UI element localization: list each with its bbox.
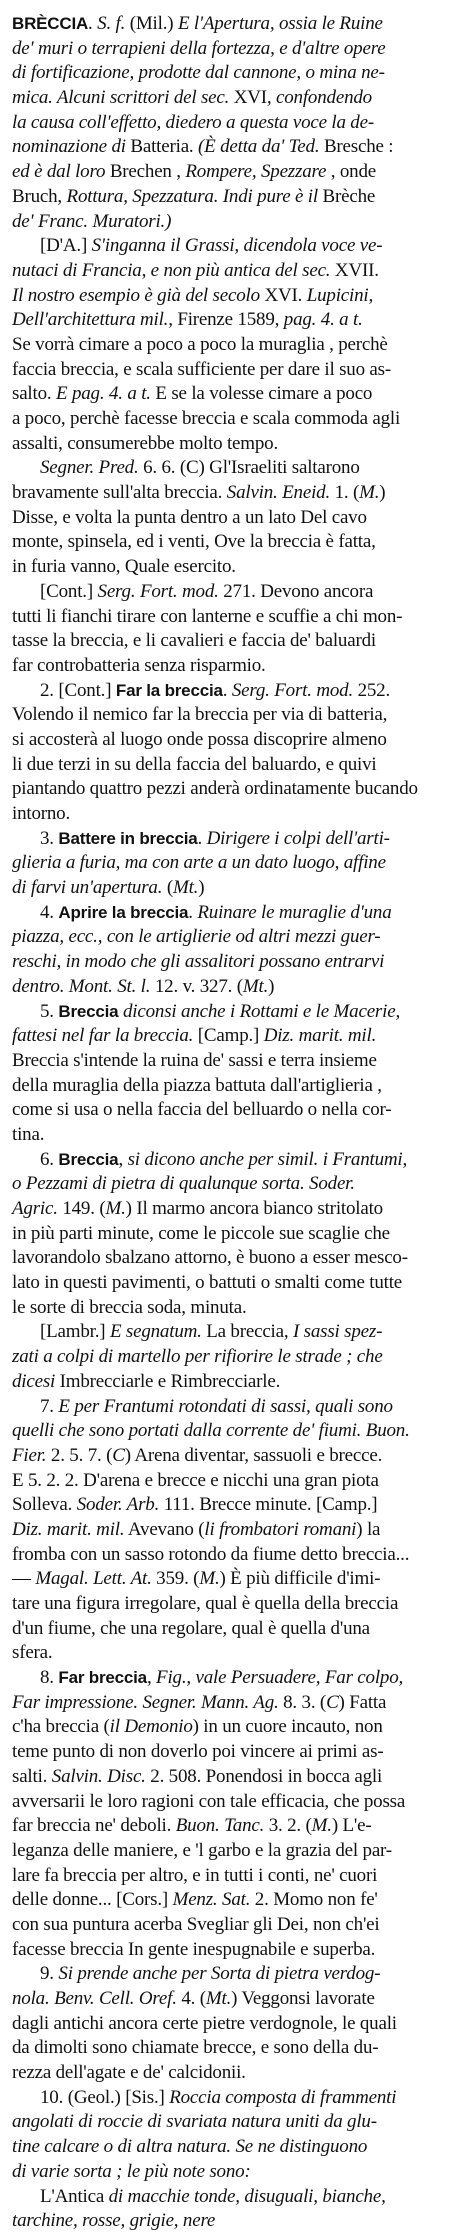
text-run: , — [146, 1667, 157, 1689]
text-line — [12, 333, 464, 358]
lemma-phrase: Far la breccia — [115, 680, 223, 700]
text-run: Diz. marit. mil. — [263, 1025, 377, 1047]
text-run: leganza delle maniere, e 'l garbo e la grazia del par- — [12, 1839, 392, 1861]
text-run: M. — [359, 482, 380, 504]
text-line — [12, 407, 464, 432]
text-line — [12, 1493, 464, 1518]
text-run: tina. — [12, 1123, 45, 1145]
text-line — [12, 1913, 464, 1938]
text-line — [12, 481, 464, 506]
text-run: ed è dal loro — [12, 161, 110, 183]
text-run: , onde — [326, 161, 377, 183]
text-run: 2. 508. Ponendosi in bocca agli — [145, 1765, 383, 1787]
text-line — [12, 2135, 464, 2160]
text-line — [12, 1567, 464, 1592]
text-run: 10. — [40, 2086, 68, 2108]
text-line — [12, 185, 464, 210]
text-line — [12, 1172, 464, 1197]
text-line — [12, 1518, 464, 1543]
text-run: facesse breccia In gente inespugnabile e superba. — [12, 1938, 376, 1960]
text-run: monte, spinsela, ed i venti, Ove la breccia è fatta, — [12, 531, 376, 553]
text-run: Serg. Fort. mod. — [97, 580, 219, 602]
text-run: Segner. Pred. — [40, 457, 139, 479]
text-run: piantando quattro pezzi anderà ordinatamente bucando — [12, 778, 418, 800]
text-run: Avevano ( — [124, 1518, 205, 1540]
text-run: sfera. — [12, 1642, 53, 1664]
text-run: 8. 3. ( — [278, 1691, 327, 1713]
text-run: M. — [105, 1198, 126, 1219]
text-run: 12. v. 327. ( — [150, 975, 243, 997]
text-run: fromba con un sasso rotondo da fiume detto breccia... — [12, 1543, 410, 1565]
text-run: angolati di roccie di svariata natura uniti da glu- — [12, 2111, 377, 2133]
text-line — [12, 1790, 464, 1815]
text-run: ) Il marmo ancora bianco stritolato — [125, 1198, 383, 1219]
text-run: come si usa o nella faccia del belluardo o nella cor- — [12, 1099, 392, 1121]
text-line — [12, 259, 464, 284]
text-run: Brechen , — [109, 161, 186, 183]
text-line — [12, 1370, 464, 1395]
text-line — [12, 703, 464, 728]
text-run: . — [197, 827, 207, 849]
text-run: fattesi nel far la breccia. — [12, 1025, 194, 1047]
text-run: di farvi un'apertura. — [12, 877, 167, 899]
text-run: ) — [268, 975, 275, 997]
text-run: rezza dell'agate e de' calcidonii. — [12, 2062, 246, 2084]
text-run: 3. 2. ( — [264, 1815, 312, 1837]
text-line — [12, 308, 464, 333]
text-run: Mt. — [205, 1988, 232, 2009]
text-line — [12, 802, 464, 827]
text-line — [12, 1888, 464, 1913]
text-line — [12, 753, 464, 778]
text-line — [12, 432, 464, 457]
lemma-phrase: Battere in breccia — [58, 828, 198, 848]
text-run: 2. 5. 7. ( — [46, 1444, 113, 1466]
text-run: ) Arena diventar, sassuoli e brecce. — [124, 1444, 383, 1466]
text-run: con sua puntura acerba Svegliar gli Dei, non ch'ei — [12, 1913, 380, 1935]
text-line — [12, 2160, 464, 2185]
text-line — [12, 382, 464, 407]
text-run: 2. Momo non fe' — [250, 1889, 378, 1911]
text-run: 4. — [40, 901, 59, 923]
text-run: intorno. — [12, 803, 71, 824]
text-run: 8. — [40, 1667, 59, 1689]
text-run: mica. Alcuni scrittori del sec. — [12, 87, 234, 109]
text-line — [12, 234, 464, 259]
text-run: C — [326, 1691, 339, 1713]
text-run: da dimolti sono chiamate brecce, e sono della du- — [12, 2037, 379, 2059]
text-line — [12, 1419, 464, 1444]
text-line — [12, 827, 464, 852]
text-line — [12, 679, 464, 704]
text-line — [12, 1049, 464, 1074]
text-run: avversarii le loro ragioni con tale efficacia, che possa — [12, 1790, 406, 1812]
text-line — [12, 1715, 464, 1740]
text-run: 5. — [40, 1000, 59, 1022]
text-run: della muraglia della piazza battuta dall'artiglieria , — [12, 1074, 382, 1096]
text-run: 9. — [40, 1963, 59, 1985]
text-run: ) — [198, 877, 205, 899]
text-run: nola. Benv. Cell. Oref. — [12, 1988, 177, 2009]
text-run: ) la — [356, 1518, 381, 1540]
text-line — [12, 1123, 464, 1148]
text-run: . — [297, 284, 307, 306]
text-run: XVI — [264, 284, 298, 306]
text-run: [D'A.] — [40, 235, 92, 257]
text-run: ) — [379, 482, 386, 504]
text-run: . — [222, 679, 232, 701]
text-line — [12, 1271, 464, 1296]
text-line — [12, 1222, 464, 1247]
text-line — [12, 1098, 464, 1123]
text-run: E l'Apertura, ossia le Ruine — [177, 13, 383, 34]
text-line — [12, 950, 464, 975]
text-run: ) Fatta — [338, 1691, 387, 1713]
text-run: , — [118, 1148, 128, 1170]
text-run: 6. 6. (C) Gl'Israeliti saltarono — [138, 457, 360, 479]
text-run: di macchie tonde, disuguali, bianche, — [108, 2185, 386, 2207]
text-line — [12, 86, 464, 111]
text-run: [Cont.] — [40, 580, 98, 602]
text-line — [12, 1320, 464, 1345]
text-run: S. f. — [97, 13, 126, 34]
text-line — [12, 210, 464, 235]
text-run: lato in questi pavimenti, o battuti o smalti come tutte — [12, 1272, 403, 1294]
text-run: , confondendo — [266, 87, 372, 109]
text-run: assalti, consumerebbe molto tempo. — [12, 432, 279, 454]
text-line — [12, 1839, 464, 1864]
text-run: Agric. — [12, 1198, 58, 1219]
text-run: Menz. Sat. — [172, 1889, 251, 1911]
text-run: Roccia composta di frammenti — [169, 2086, 397, 2108]
text-run: Magal. Lett. At. — [35, 1568, 152, 1590]
text-run: ) Veggonsi lavorate — [231, 1988, 375, 2009]
text-line — [12, 1469, 464, 1494]
text-run: glieria a furia, ma con arte a un dato luogo, affine — [12, 852, 386, 874]
text-line — [12, 1740, 464, 1765]
text-run: a poco, perchè facesse breccia e scala commoda agli — [12, 408, 401, 429]
text-line — [12, 530, 464, 555]
text-run: in furia vanno, Quale esercito. — [12, 556, 236, 578]
text-run: Bruch, — [12, 185, 67, 207]
text-run: La breccia, — [201, 1321, 293, 1343]
text-run: di fortificazione, prodotte dal cannone, o mina ne- — [12, 62, 385, 84]
text-run: delle donne... [Cors.] — [12, 1889, 173, 1911]
text-run: 4. ( — [176, 1988, 206, 2009]
text-run: salti. — [12, 1765, 52, 1787]
text-run: Dell'architettura mil., — [12, 309, 178, 331]
text-run: dagli antichi ancora certe pietre verdognole, le quali — [12, 2012, 397, 2034]
text-run: 149. ( — [57, 1198, 106, 1219]
text-run: de' Franc. Muratori.) — [12, 210, 172, 232]
text-run: Soder. Arb. — [76, 1494, 160, 1516]
text-run: le sorte di breccia soda, minuta. — [12, 1296, 247, 1318]
text-run: lare fa breccia per altro, e in tutti i conti, ne' cuori — [12, 1864, 378, 1886]
text-run: nutaci di Francia, e non più antica del sec. — [12, 259, 335, 281]
text-run: Serg. Fort. mod. — [231, 679, 354, 701]
text-run: [Lambr.] — [40, 1321, 110, 1343]
text-run: L'Antica — [40, 2185, 109, 2207]
text-line — [12, 358, 464, 383]
lemma-phrase: Breccia — [58, 1001, 119, 1021]
text-line — [12, 37, 464, 62]
text-run: 252. — [353, 679, 391, 701]
text-run: 359. ( — [151, 1568, 200, 1590]
text-line — [12, 1765, 464, 1790]
text-line — [12, 1296, 464, 1321]
text-run: de' muri o terrapieni della fortezza, e d'altre opere — [12, 37, 386, 59]
text-run: tarchine, rosse, grigie, nere — [12, 2210, 216, 2232]
text-run: Batteria. — [130, 136, 199, 158]
text-run: ( — [166, 877, 173, 899]
text-run: (Geol.) [Sis.] — [67, 2086, 170, 2108]
text-run: Mt. — [242, 975, 269, 997]
text-run: Fig., vale Persuadere, Far colpo, — [156, 1667, 404, 1689]
text-run: Se vorrà cimare a poco a poco la muraglia , perchè — [12, 333, 388, 355]
text-run: d'un fiume, che una regolare, qual è quella d'una — [12, 1617, 370, 1639]
text-run: Bresche : — [323, 136, 394, 158]
text-line — [12, 2110, 464, 2135]
text-run: XVII — [334, 259, 375, 281]
text-run: faccia breccia, e scala sufficiente per dare il suo as- — [12, 358, 391, 380]
text-line — [12, 1074, 464, 1099]
text-line — [12, 1444, 464, 1469]
text-run: C — [112, 1444, 125, 1466]
text-run: reschi, in modo che gli assalitori possano entrarvi — [12, 951, 385, 973]
text-run: Salvin. Eneid. — [226, 482, 331, 504]
text-run: quelli che sono portati dalla corrente de' fiumi. Buon. — [12, 1420, 410, 1442]
text-run: S'inganna il Grassi, dicendola voce ve- — [91, 235, 383, 257]
text-run: M. — [311, 1815, 332, 1837]
text-run: 6. — [40, 1148, 59, 1170]
text-run: c'ha breccia ( — [12, 1716, 110, 1738]
text-run: Mt. — [172, 877, 199, 899]
text-run: Imbrecciarle e Rimbrecciarle. — [59, 1370, 281, 1392]
text-run: Dirigere i colpi dell'arti- — [206, 827, 390, 849]
text-run: (Mil.) — [125, 13, 178, 34]
text-run: pag. 4. a t. — [283, 309, 363, 331]
text-run: Il nostro esempio è già del secolo — [12, 284, 265, 306]
text-run: piazza, ecc., con le artiglierie od altri mezzi guer- — [12, 926, 381, 948]
text-run: Solleva. — [12, 1494, 77, 1516]
text-line — [12, 851, 464, 876]
text-line — [12, 1666, 464, 1691]
text-line — [12, 1024, 464, 1049]
text-run: nominazione di — [12, 136, 131, 158]
text-run: ) L'e- — [331, 1815, 372, 1837]
text-run: tare una figura irregolare, qual è quella della breccia — [12, 1593, 399, 1614]
text-line — [12, 1246, 464, 1271]
text-run: Buon. Tanc. — [175, 1815, 265, 1837]
text-run: 1. ( — [330, 482, 360, 504]
text-run: ) È più difficile d'imi- — [219, 1568, 381, 1590]
text-run: li due terzi in su della faccia del baluardo, e quivi — [12, 753, 377, 775]
text-run: — — [12, 1568, 36, 1590]
text-run: salto. — [12, 383, 56, 405]
text-line — [12, 160, 464, 185]
text-run: Ruinare le muraglie d'una — [197, 901, 392, 923]
text-line — [12, 2185, 464, 2210]
text-line — [12, 2061, 464, 2086]
text-run: Fier. — [12, 1444, 47, 1466]
text-line — [12, 2209, 464, 2234]
text-line — [12, 1864, 464, 1889]
text-line — [12, 925, 464, 950]
text-run: . — [374, 259, 379, 281]
text-run: 3. — [40, 827, 59, 849]
text-run: Volendo il nemico far la breccia per via di batteria, — [12, 704, 388, 726]
text-run: di varie sorta ; le più note sono: — [12, 2160, 251, 2182]
text-run: il Demonio — [109, 1716, 193, 1738]
text-run: si accosterà al luogo onde possa discoprire almeno — [12, 728, 387, 750]
text-run: Firenze 1589, — [177, 309, 284, 331]
text-line — [12, 284, 464, 309]
lemma-phrase: Far breccia — [58, 1668, 147, 1688]
text-run: Rompere, Spezzare — [185, 161, 327, 183]
text-run: far breccia ne' deboli. — [12, 1815, 176, 1837]
text-line — [12, 1345, 464, 1370]
text-run: ) in un cuore incauto, non — [192, 1716, 383, 1738]
text-line — [12, 1938, 464, 1963]
text-run: Lupicini, — [306, 284, 374, 306]
text-run: [Camp.] — [193, 1025, 264, 1047]
text-run: 7. — [40, 1395, 59, 1417]
text-run: in più parti minute, come le piccole sue scaglie che — [12, 1222, 390, 1244]
text-line — [12, 654, 464, 679]
text-line — [12, 1617, 464, 1642]
text-run: tasse la breccia, e li cavalieri e faccia de' baluardi — [12, 630, 376, 652]
text-run: I sassi spez- — [292, 1321, 383, 1343]
text-run: E per Frantumi rotondati di sassi, quali sono — [58, 1395, 393, 1417]
text-line — [12, 1197, 464, 1222]
text-line — [12, 605, 464, 630]
text-line — [12, 901, 464, 926]
text-run: o Pezzami di pietra di qualunque sorta. Soder. — [12, 1173, 355, 1195]
text-run: . — [88, 13, 98, 34]
text-run: Rottura, Spezzatura. Indi pure è il — [66, 185, 323, 207]
text-run: la causa coll'effetto, diedero a questa voce la de- — [12, 111, 374, 133]
lemma-phrase: Aprire la breccia — [58, 902, 189, 922]
text-run: XVI — [233, 87, 267, 109]
text-run: tine calcare o di altra natura. Se ne distinguono — [12, 2136, 368, 2158]
text-line — [12, 728, 464, 753]
text-line — [12, 12, 464, 37]
text-run: M. — [199, 1568, 220, 1590]
text-line — [12, 777, 464, 802]
text-run: bravamente sull'alta breccia. — [12, 482, 227, 504]
lemma-phrase: BRÈCCIA — [12, 14, 89, 33]
text-run: Salvin. Disc. — [51, 1765, 146, 1787]
text-run: tutti li fianchi tirare con lanterne e scuffie a chi mon- — [12, 605, 403, 627]
text-line — [12, 135, 464, 160]
text-run: 2. [Cont.] — [40, 679, 116, 701]
text-run: zati a colpi di martello per rifiorire le strade ; che — [12, 1346, 383, 1368]
text-run: Si prende anche per Sorta di pietra verdog- — [58, 1963, 381, 1985]
text-line — [12, 555, 464, 580]
text-run: si dicono anche per simil. i Frantumi, — [127, 1148, 408, 1170]
text-line — [12, 456, 464, 481]
text-run: E segnatum. — [109, 1321, 202, 1343]
text-line — [12, 1691, 464, 1716]
text-line — [12, 1641, 464, 1666]
text-line — [12, 1814, 464, 1839]
text-run: 271. Devono ancora — [218, 580, 374, 602]
text-line — [12, 111, 464, 136]
text-run: . — [188, 901, 198, 923]
text-line — [12, 1987, 464, 2012]
text-line — [12, 2036, 464, 2061]
text-run: 111. Brecce minute. [Camp.] — [159, 1494, 378, 1516]
text-run: E se la volesse cimare a poco — [150, 383, 373, 405]
text-line — [12, 876, 464, 901]
text-line — [12, 2012, 464, 2037]
text-line — [12, 1543, 464, 1568]
text-run: far controbatteria senza risparmio. — [12, 654, 266, 676]
text-line — [12, 1592, 464, 1617]
text-run: dicesi — [12, 1370, 60, 1392]
text-line — [12, 975, 464, 1000]
text-line — [12, 1148, 464, 1173]
text-run: Breccia s'intende la ruina de' sassi e terra insieme — [12, 1049, 377, 1071]
text-line — [12, 506, 464, 531]
lemma-phrase: Breccia — [58, 1149, 119, 1169]
text-run: E 5. 2. 2. D'arena e brecce e nicchi una gran piota — [12, 1469, 379, 1491]
text-line — [12, 629, 464, 654]
text-run: dentro. Mont. St. l. — [12, 975, 151, 997]
text-line — [12, 580, 464, 605]
text-line — [12, 61, 464, 86]
text-run: (È detta da' Ted. — [198, 136, 324, 158]
text-run: teme punto di non doverlo poi vincere ai primi as- — [12, 1741, 384, 1763]
text-line — [12, 1962, 464, 1987]
text-run: Disse, e volta la punta dentro a un lato Del cavo — [12, 506, 367, 528]
text-run: Brèche — [322, 185, 376, 207]
text-run: Far impressione. Segner. Mann. Ag. — [12, 1691, 279, 1713]
text-run: lavorandolo sbalzano attorno, è buono a esser mesco- — [12, 1247, 408, 1269]
text-run: li frombatori romani — [204, 1518, 357, 1540]
text-run: E pag. 4. a t. — [56, 383, 151, 405]
text-run: Diz. marit. mil. — [12, 1518, 125, 1540]
text-run: diconsi anche i Rottami e le Macerie, — [118, 1000, 400, 1022]
text-line — [12, 2086, 464, 2111]
text-line — [12, 1000, 464, 1025]
text-line — [12, 1395, 464, 1420]
